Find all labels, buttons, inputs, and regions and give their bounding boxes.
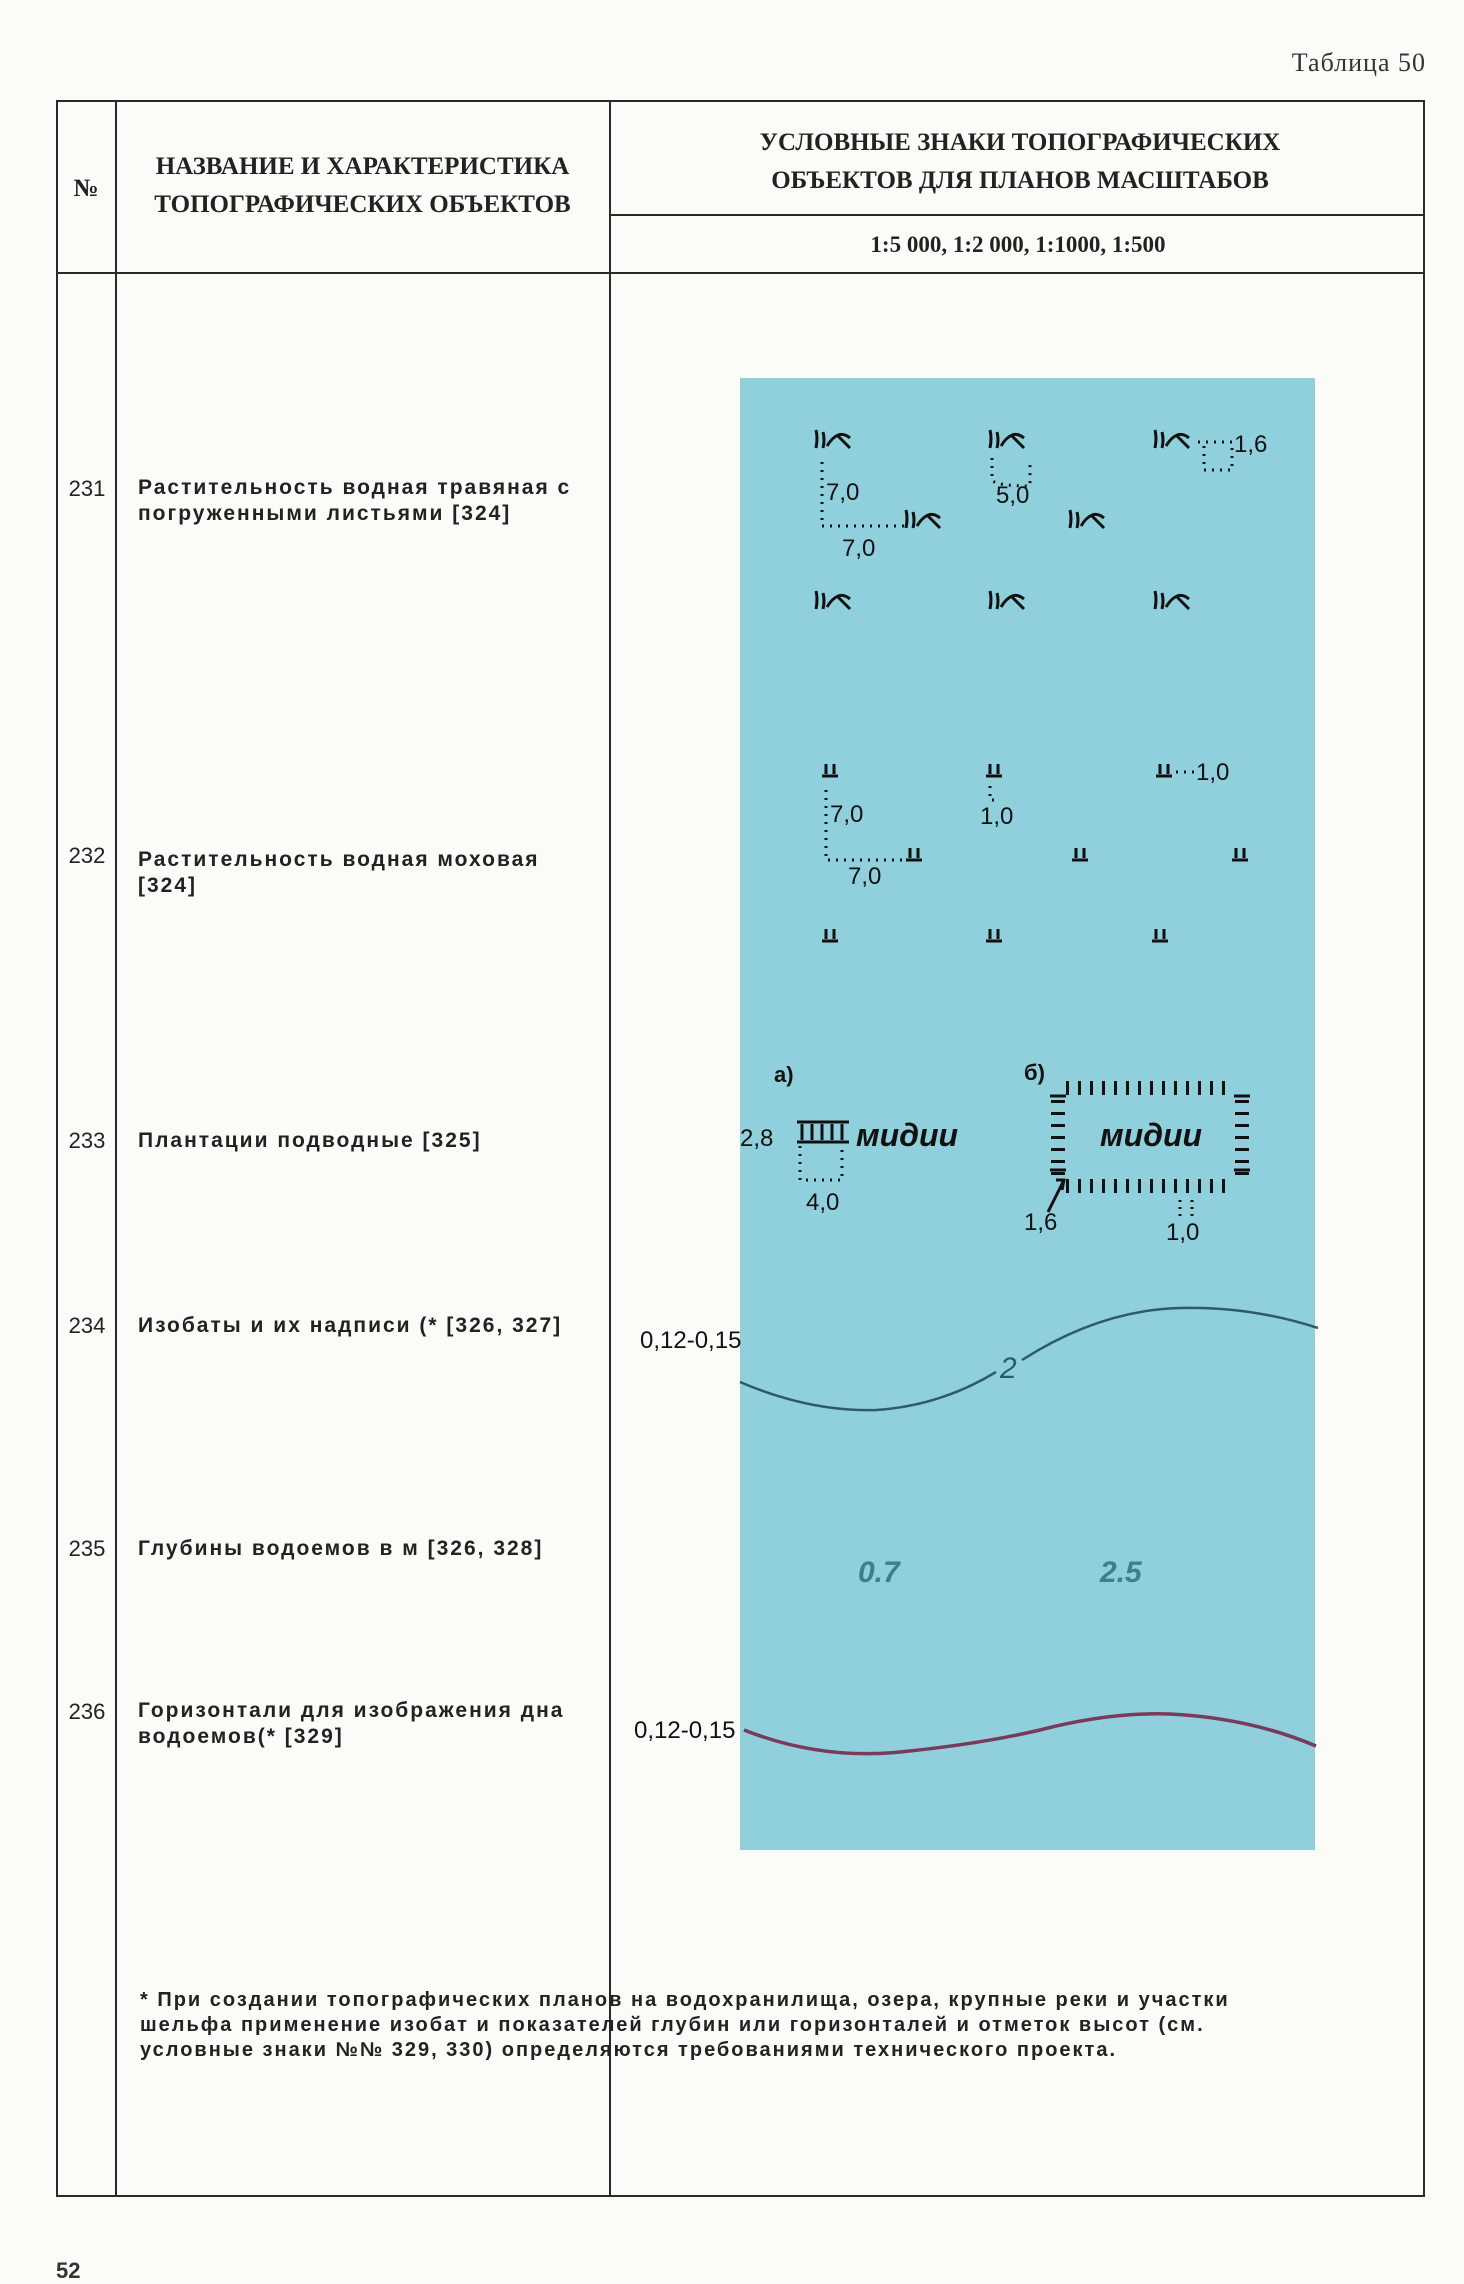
plantation-word-a: мидии (856, 1117, 959, 1153)
row-233-name: Плантации подводные [325] (138, 1129, 482, 1152)
moss-symbol (1072, 848, 1088, 860)
dim-231-3: 1,6 (1234, 431, 1268, 458)
dim-233-b2: 1,0 (1166, 1219, 1200, 1246)
row-236-num: 236 (68, 1699, 106, 1724)
plantation-b-symbol (1048, 1088, 1250, 1218)
dim-232-4: 7,0 (848, 863, 882, 890)
moss-symbol (822, 929, 838, 941)
dim-232-1: 7,0 (830, 801, 864, 828)
header-col-num: № (73, 175, 99, 202)
dim-233-a2: 4,0 (806, 1189, 840, 1216)
row-233-num: 233 (68, 1128, 106, 1153)
contour-width-label: 0,12-0,15 (634, 1717, 736, 1744)
grass-symbol (816, 591, 850, 609)
plantation-label-a: а) (774, 1062, 794, 1087)
dim-232-2: 1,0 (980, 803, 1014, 830)
row-231-symbols (816, 430, 1232, 609)
depth-value-2: 2.5 (1100, 1556, 1142, 1589)
dim-231-2: 5,0 (996, 482, 1030, 509)
moss-symbol (1232, 848, 1248, 860)
plantation-label-b: б) (1024, 1060, 1045, 1085)
row-235-num: 235 (68, 1536, 106, 1561)
moss-symbol (906, 848, 922, 860)
row-234-name: Изобаты и их надписи (* [326, 327] (138, 1314, 563, 1337)
row-236-name: Горизонтали для изображения дна водоемов(* [329] (138, 1699, 565, 1748)
isobath-width-label: 0,12-0,15 (640, 1327, 742, 1354)
dim-232-3: 1,0 (1196, 759, 1230, 786)
bottom-contour-line (744, 1714, 1316, 1754)
plantation-a-symbol (797, 1122, 849, 1180)
dim-231-4: 7,0 (842, 535, 876, 562)
grass-symbol (1155, 430, 1189, 448)
moss-symbol (1152, 929, 1168, 941)
dim-233-a1: 2,8 (740, 1125, 774, 1152)
grass-symbol (906, 510, 940, 528)
row-235-name: Глубины водоемов в м [326, 328] (138, 1537, 544, 1560)
page-number: 52 (56, 2258, 81, 2283)
header-scales: 1:5 000, 1:2 000, 1:1000, 1:500 (870, 232, 1166, 257)
moss-symbol (822, 764, 838, 776)
row-231-num: 231 (68, 476, 106, 501)
row-232-symbols (822, 764, 1248, 941)
grass-symbol (1155, 591, 1189, 609)
footnote: * При создании топографических планов на водохранилища, озера, крупные реки и участки шельфа применение изобат и показателей глубин или горизонталей и отметок высот (см. условные знаки №№ 329, 330) определяются требованиями технического проекта. (140, 1989, 1230, 2061)
grass-symbol (1070, 510, 1104, 528)
row-234-num: 234 (68, 1313, 106, 1338)
header-col-signs: УСЛОВНЫЕ ЗНАКИ ТОПОГРАФИЧЕСКИХ ОБЪЕКТОВ ДЛЯ ПЛАНОВ МАСШТАБОВ (759, 129, 1281, 194)
row-232-name: Растительность водная моховая [324] (138, 848, 540, 897)
row-231-name: Растительность водная травяная с погруженными листьями [324] (138, 476, 572, 525)
plantation-word-b: мидии (1100, 1117, 1203, 1153)
dim-233-b1: 1,6 (1024, 1209, 1058, 1236)
moss-symbol (1156, 764, 1172, 776)
header-col-name: НАЗВАНИЕ И ХАРАКТЕРИСТИКА ТОПОГРАФИЧЕСКИХ ОБЪЕКТОВ (154, 153, 571, 218)
depth-value-1: 0.7 (858, 1556, 900, 1589)
isobath-depth-label: 2 (1000, 1352, 1017, 1385)
table-label: Таблица 50 (1291, 48, 1426, 77)
moss-symbol (986, 929, 1002, 941)
isobath-line (740, 1308, 1318, 1410)
grass-symbol (816, 430, 850, 448)
row-232-num: 232 (68, 843, 106, 868)
grass-symbol (990, 591, 1024, 609)
grass-symbol (990, 430, 1024, 448)
dim-231-1: 7,0 (826, 479, 860, 506)
moss-symbol (986, 764, 1002, 776)
